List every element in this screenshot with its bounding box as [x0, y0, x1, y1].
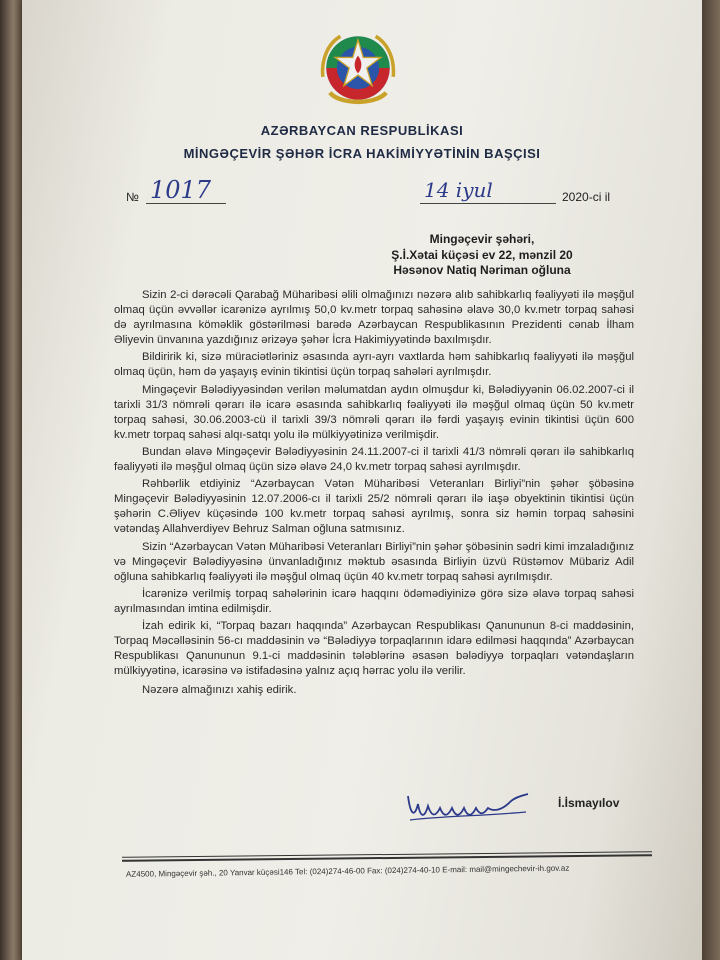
addressee-street: Ş.İ.Xətai küçəsi ev 22, mənzil 20	[391, 248, 573, 262]
document-number-label: №	[126, 190, 139, 204]
closing-line: Nəzərə almağınızı xahiş edirik.	[142, 684, 297, 697]
body-paragraph: Bundan əlavə Mingəçevir Bələdiyyəsinin 24.11.2007-ci il tarixli 41/3 nömrəli qərarı ilə sahibkarlıq fəaliyyəti ilə məşğul olmaq üçün sizə əlavə 24,0 kv.metr torpaq sahəsi ayrılmışdır.	[114, 445, 634, 474]
document-number-underline	[146, 203, 226, 204]
adjacent-page-edge	[0, 0, 22, 960]
letter-body	[114, 288, 634, 700]
signer-name: İ.İsmayılov	[558, 796, 620, 810]
footer-contact: AZ4500, Mingəçevir şəh., 20 Yanvar küçəsi146 Tel: (024)274-46-00 Fax: (024)274-40-10 E-mail: mail@mingechevir-ih.gov.az	[125, 863, 570, 879]
addressee-city: Mingəçevir şəhəri,	[429, 232, 535, 246]
body-paragraph: Sizin 2-ci dərəcəli Qarabağ Müharibəsi əlili olmağınızı nəzərə alıb sahibkarlıq fəaliyyəti ilə məşğul olmaq üçün əvvəllər icarənizə ayrılmış 50,0 kv.metr torpaq sahəsinə əlavə 30,0 kv.metr torpaq sahəsi də ayrılmasına köməklik göstərilməsi barədə Azərbaycan Respublikasının Prezidenti cənab İlham Əliyevin ünvanına yazdığınız ərizəyə şəhər İcra Hakimiyyətində baxılmışdır.	[114, 289, 634, 347]
date-year: 2020-ci il	[562, 190, 611, 204]
date-underline	[420, 203, 556, 204]
document-number-value: 1017	[150, 176, 212, 204]
body-paragraph: İzah edirik ki, “Torpaq bazarı haqqında” Azərbaycan Respublikası Qanununun 8-ci maddəsinin, Torpaq Məcəlləsinin 56-cı maddəsinin və “Bələdiyyə torpaqlarının idarə edilməsi haqqında” Azərbaycan Respublikası Qanununun 9.1-ci maddəsinin tələblərinə əsasən bələdiyyə torpaqları vətəndaşların mülkiyyətinə, icarəsinə və istifadəsinə yalnız açıq hərrac yolu ilə verilir.	[114, 619, 634, 678]
background-surface	[702, 0, 720, 960]
state-emblem-icon	[314, 24, 402, 112]
body-paragraph: İcarənizə verilmiş torpaq sahələrinin icarə haqqını ödəmədiyinizə görə sizə əlavə torpaq sahəsi ayrılmasından imtina edilmişdir.	[114, 587, 634, 615]
body-paragraph: Bildiririk ki, sizə müraciətləriniz əsasında ayrı-ayrı vaxtlarda həm sahibkarlıq fəaliyyəti ilə məşğul olmaq üçün, həm də yaşayış evinin tikintisi üçün torpaq sahələri ayrılmışdır.	[114, 351, 634, 379]
body-paragraph: Mingəçevir Bələdiyyəsindən verilən məlumatdan aydın olmuşdur ki, Bələdiyyənin 06.02.2007-ci il tarixli 31/3 nömrəli qərarı ilə icarə əsasında sahibkarlıq fəaliyyəti ilə məşğul olmaq üçün 50 kv.metr torpaq sahəsi, 30.06.2003-cü il tarixli 39/3 nömrəli qərarı ilə fərdi yaşayış evinin tikintisi üçün 600 kv.metr torpaq sahəsi alqı-satqı yolu ilə mülkiyyətinizə verilmişdir.	[114, 383, 634, 441]
header-authority: MİNGƏÇEVİR ŞƏHƏR İCRA HAKİMİYYƏTİNİN BAŞÇISI	[183, 146, 541, 161]
letter-page	[22, 0, 702, 960]
header-country: AZƏRBAYCAN RESPUBLİKASI	[260, 123, 464, 138]
handwritten-signature-icon	[402, 786, 542, 826]
addressee-name: Həsənov Natiq Nəriman oğluna	[393, 263, 571, 277]
body-paragraph: Sizin “Azərbaycan Vətən Müharibəsi Veteranları Birliyi”nin şəhər şöbəsinin sədri kimi imzaladığınız və Mingəçevir Bələdiyyəsinə ünvanladığınız məktub əsasında Birliyin üzvü Rüstəmov Mübariz Adil oğluna sahibkarlıq fəaliyyəti ilə məşğul olmaq üçün 40 kv.metr torpaq sahəsi ayrılmışdır.	[114, 540, 634, 583]
date-handwritten: 14 iyul	[424, 178, 493, 202]
body-paragraph: Rəhbərlik etdiyiniz “Azərbaycan Vətən Müharibəsi Veteranları Birliyi”nin şəhər şöbəsinə Mingəçevir Bələdiyyəsinin 12.07.2006-cı il tarixli 25/2 nömrəli qərarı ilə iaşə obyektinin tikintisi üçün şəhərin C.Əliyev küçəsində 100 kv.metr torpaq sahəsi ayrılmış, sonra siz həmin torpaq sahəsini vətəndaş Allahverdiyev Behruz Salman oğluna satmısınız.	[114, 478, 634, 536]
